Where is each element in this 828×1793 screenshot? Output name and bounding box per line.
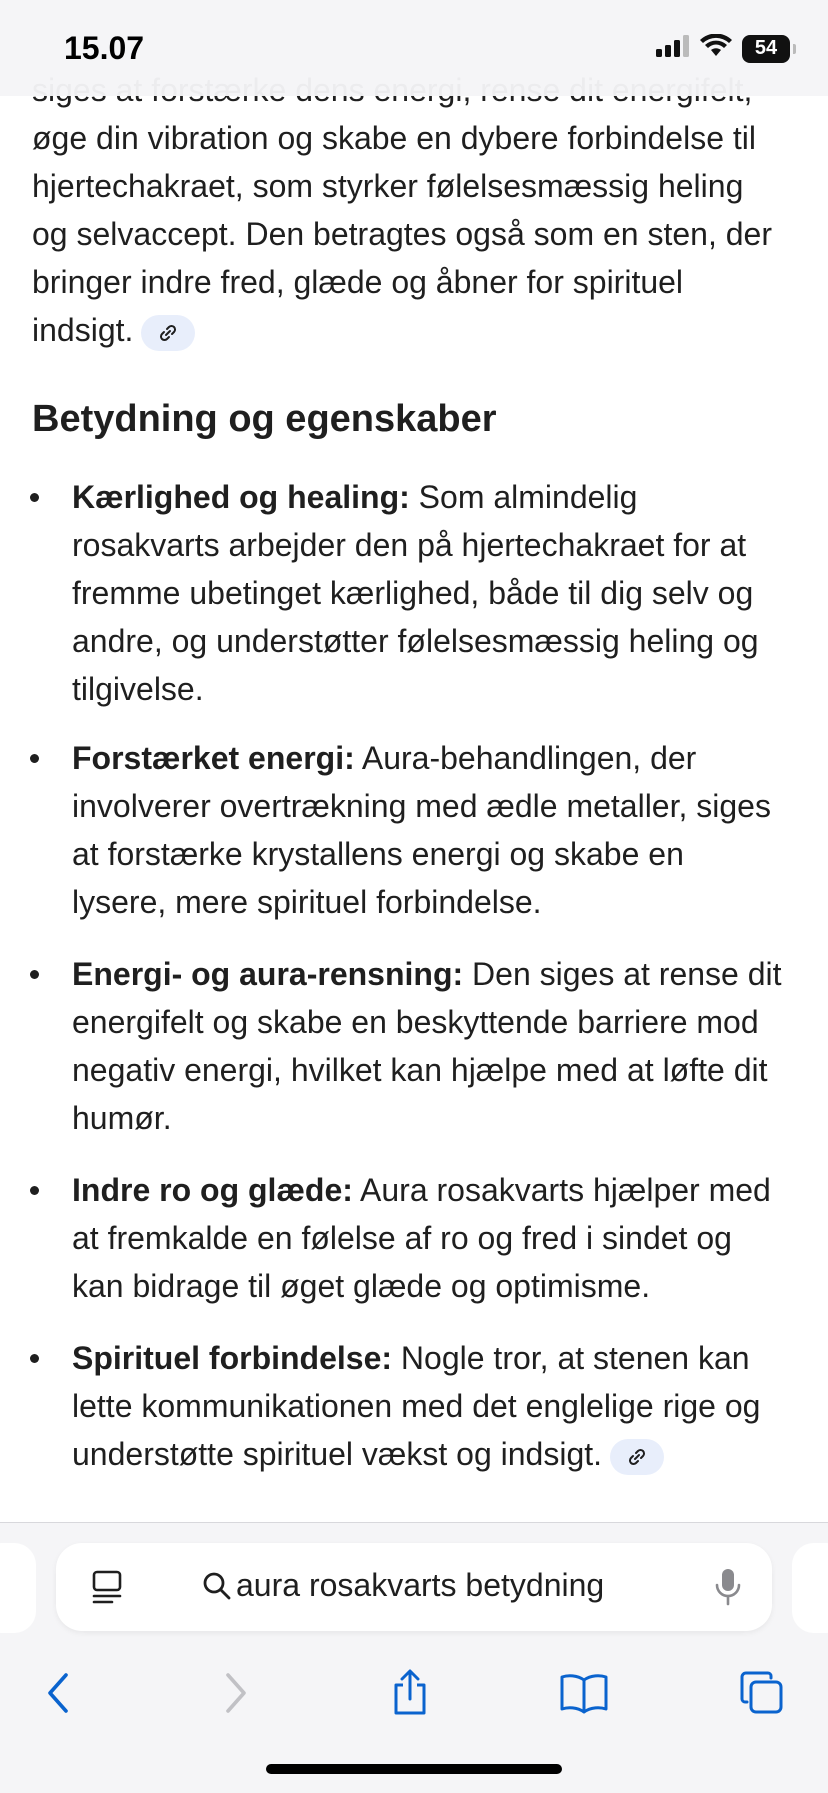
wifi-icon	[700, 34, 732, 63]
bullet-text: understøtte spirituel vækst og indsigt.	[72, 1436, 603, 1472]
mic-icon[interactable]	[714, 1567, 742, 1612]
tabs-icon[interactable]	[732, 1663, 792, 1723]
status-icons	[656, 34, 790, 63]
browser-bottom-bar	[0, 1522, 828, 1793]
signal-icon	[656, 35, 690, 62]
status-time: 15.07	[64, 30, 145, 66]
next-tab-preview[interactable]	[792, 1543, 828, 1633]
intro-line: bringer indre fred, glæde og åbner for spirituel	[32, 264, 684, 300]
list-item	[72, 734, 807, 926]
intro-paragraph	[32, 66, 802, 354]
back-icon[interactable]	[28, 1663, 88, 1723]
bullet-text: lette kommunikationen med det englelige rige og	[72, 1388, 761, 1424]
bullet-text: energifelt og skabe en beskyttende barriere mod	[72, 1004, 759, 1040]
bullet-text: Nogle tror, at stenen kan	[392, 1340, 750, 1376]
bullet-first-line	[72, 473, 807, 521]
link-icon	[627, 1447, 647, 1467]
bullet-text: humør.	[72, 1100, 172, 1136]
list-item	[72, 1334, 807, 1478]
search-query-text: aura rosakvarts betydning	[236, 1567, 605, 1603]
reader-icon[interactable]	[90, 1569, 124, 1610]
bullet-text: Som almindelig	[409, 479, 638, 515]
intro-line: hjertechakraet, som styrker følelsesmæssig heling	[32, 168, 744, 204]
source-link-chip[interactable]	[141, 315, 195, 351]
bullet-title: Spirituel forbindelse:	[72, 1340, 393, 1376]
list-item	[72, 1166, 807, 1310]
bullet-text: at fremkalde en følelse af ro og fred i sindet og	[72, 1220, 732, 1256]
bullet-text: andre, og understøtter følelsesmæssig heling og	[72, 623, 759, 659]
bullet-text: fremme ubetinget kærlighed, både til dig selv og	[72, 575, 754, 611]
browser-toolbar	[0, 1653, 828, 1753]
forward-icon[interactable]	[206, 1663, 266, 1723]
list-item	[72, 950, 807, 1142]
search-icon	[202, 1571, 232, 1601]
bullet-text: Aura-behandlingen, der	[354, 740, 697, 776]
share-icon[interactable]	[380, 1663, 440, 1723]
previous-tab-preview[interactable]	[0, 1543, 36, 1633]
bullet-title: Energi- og aura-rensning:	[72, 956, 464, 992]
bullet-text: rosakvarts arbejder den på hjertechakraet for at	[72, 527, 747, 563]
bookmarks-icon[interactable]	[554, 1663, 614, 1723]
battery-indicator: 54	[742, 35, 790, 63]
list-item	[72, 473, 807, 713]
bullet-title: Indre ro og glæde:	[72, 1172, 353, 1208]
link-icon	[158, 323, 178, 343]
bullet-first-line	[72, 950, 807, 998]
bullet-text: tilgivelse.	[72, 671, 204, 707]
intro-line: indsigt.	[32, 312, 134, 348]
intro-line: øge din vibration og skabe en dybere forbindelse til	[32, 120, 756, 156]
home-indicator[interactable]	[266, 1764, 562, 1774]
bullet-text: Den siges at rense dit	[463, 956, 782, 992]
bullet-dot	[30, 1186, 39, 1195]
bullet-text: kan bidrage til øget glæde og optimisme.	[72, 1268, 651, 1304]
search-query-display[interactable]	[202, 1567, 604, 1604]
bullet-text: negativ energi, hvilket kan hjælpe med at løfte dit	[72, 1052, 768, 1088]
bullet-first-line	[72, 1166, 807, 1214]
bullet-text: Aura rosakvarts hjælper med	[352, 1172, 771, 1208]
bullet-first-line	[72, 1334, 807, 1382]
bullet-text: lysere, mere spirituel forbindelse.	[72, 884, 542, 920]
bullet-title: Kærlighed og healing:	[72, 479, 410, 515]
section-heading: Betydning og egenskaber	[32, 398, 497, 440]
intro-last-line	[32, 306, 802, 354]
source-link-chip[interactable]	[610, 1439, 664, 1475]
bullet-dot	[30, 754, 39, 763]
bullet-dot	[30, 493, 39, 502]
bullet-text: at forstærke krystallens energi og skabe en	[72, 836, 684, 872]
address-bar[interactable]	[56, 1543, 772, 1631]
bullet-first-line	[72, 734, 807, 782]
status-bar	[0, 0, 828, 96]
bullet-text: involverer overtrækning med ædle metaller, siges	[72, 788, 771, 824]
bullet-dot	[30, 970, 39, 979]
intro-line: og selvaccept. Den betragtes også som en sten, der	[32, 216, 772, 252]
bullet-last-line	[72, 1430, 807, 1478]
bullet-dot	[30, 1354, 39, 1363]
bullet-title: Forstærket energi:	[72, 740, 355, 776]
